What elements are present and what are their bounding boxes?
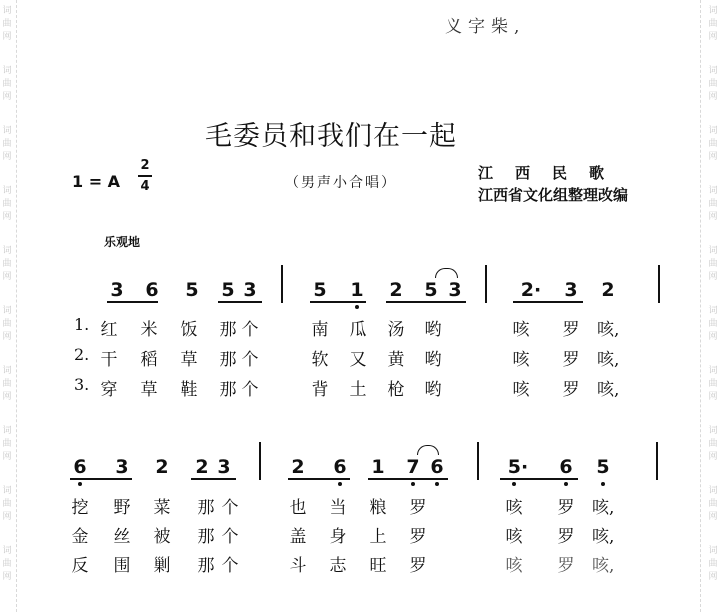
lyric-syllable: 干: [100, 350, 118, 370]
note: 3: [448, 279, 462, 301]
watermark-char: 词: [708, 426, 718, 436]
barline: [656, 442, 658, 480]
watermark-char: 曲: [708, 19, 718, 29]
lyric-syllable: 软: [311, 350, 329, 370]
lyric-syllable: 咳: [505, 498, 523, 518]
note: 1: [371, 456, 385, 478]
lyric-syllable: 罗: [557, 498, 575, 518]
watermark-char: 网: [2, 152, 12, 162]
watermark-char: 曲: [708, 379, 718, 389]
lyric-syllable: 斗: [289, 556, 307, 576]
watermark-char: 网: [2, 32, 12, 42]
lyric-syllable: 那: [219, 350, 237, 370]
watermark-char: 曲: [2, 259, 12, 269]
watermark-char: 网: [708, 32, 718, 42]
lyric-syllable: 金: [71, 527, 89, 547]
watermark-char: 曲: [2, 559, 12, 569]
watermark-char: 曲: [2, 379, 12, 389]
lyric-syllable: 那: [197, 556, 215, 576]
octave-dot: [435, 482, 439, 486]
beam-underline: [386, 301, 466, 303]
watermark-char: 词: [2, 546, 12, 556]
note: 3: [110, 279, 124, 301]
lyric-syllable: 旺: [369, 556, 387, 576]
note: 2: [601, 279, 615, 301]
lyric-syllable: 围: [113, 556, 131, 576]
lyric-syllable: 瓜: [349, 320, 367, 340]
watermark-char: 词: [2, 246, 12, 256]
lyric-syllable: 枪: [387, 380, 405, 400]
watermark-char: 词: [708, 126, 718, 136]
beam-underline: [500, 478, 578, 480]
lyric-syllable: 黄: [387, 350, 405, 370]
watermark-char: 网: [708, 92, 718, 102]
watermark-char: 词: [2, 186, 12, 196]
beam-underline: [513, 301, 583, 303]
tempo-marking: 乐观地: [104, 235, 141, 249]
note: 6: [430, 456, 444, 478]
lyric-syllable: 个: [221, 527, 239, 547]
lyric-syllable: 咳,: [592, 527, 615, 547]
note: 7: [406, 456, 420, 478]
lyric-syllable: 咳: [512, 380, 530, 400]
time-signature: [138, 158, 152, 194]
watermark-char: 网: [2, 212, 12, 222]
lyric-syllable: 红: [100, 320, 118, 340]
note: 5: [185, 279, 199, 301]
lyric-syllable: 饭: [180, 320, 198, 340]
lyric-syllable: 罗: [562, 380, 580, 400]
lyric-syllable: 个: [241, 350, 259, 370]
watermark-char: 网: [708, 452, 718, 462]
lyric-syllable: 反: [71, 556, 89, 576]
watermark-char: 网: [708, 332, 718, 342]
barline: [485, 265, 487, 303]
note: 2: [389, 279, 403, 301]
time-signature-denominator: 4: [140, 179, 150, 194]
note: 5: [313, 279, 327, 301]
lyric-syllable: 咳,: [597, 350, 620, 370]
note: 2: [195, 456, 209, 478]
lyric-syllable: 哟: [424, 320, 442, 340]
lyric-syllable: 丝: [113, 527, 131, 547]
watermark-char: 词: [708, 246, 718, 256]
lyric-syllable: 咳,: [597, 320, 620, 340]
watermark-char: 网: [2, 92, 12, 102]
credit-arranger: 江西省文化组整理改编: [478, 186, 629, 204]
barline: [477, 442, 479, 480]
time-signature-bar: [138, 175, 152, 177]
lyric-syllable: 也: [289, 498, 307, 518]
lyric-syllable: 咳,: [597, 380, 620, 400]
octave-dot: [601, 482, 605, 486]
watermark-char: 词: [2, 306, 12, 316]
lyric-syllable: 鞋: [180, 380, 198, 400]
lyric-syllable: 上: [369, 527, 387, 547]
watermark-char: 曲: [708, 559, 718, 569]
beam-underline: [107, 301, 158, 303]
watermark-strip-left: [0, 0, 14, 612]
verse-number: 2.: [74, 345, 90, 364]
watermark-char: 词: [708, 66, 718, 76]
lyric-syllable: 罗: [562, 320, 580, 340]
margin-divider-right: [700, 0, 701, 612]
watermark-char: 网: [2, 512, 12, 522]
lyric-syllable: 咳: [505, 556, 523, 576]
lyric-syllable: 草: [180, 350, 198, 370]
octave-dot: [512, 482, 516, 486]
lyric-syllable: 粮: [369, 498, 387, 518]
lyric-syllable: 哟: [424, 380, 442, 400]
lyric-syllable: 又: [349, 350, 367, 370]
note: 6: [145, 279, 159, 301]
beam-underline: [310, 301, 366, 303]
lyric-syllable: 南: [311, 320, 329, 340]
lyric-syllable: 背: [311, 380, 329, 400]
octave-dot: [411, 482, 415, 486]
lyric-syllable: 稻: [140, 350, 158, 370]
lyric-syllable: 罗: [557, 527, 575, 547]
watermark-char: 曲: [2, 199, 12, 209]
lyric-syllable: 个: [241, 380, 259, 400]
lyric-syllable: 野: [113, 498, 131, 518]
watermark-char: 网: [2, 272, 12, 282]
lyric-syllable: 咳: [505, 527, 523, 547]
credits: [478, 162, 628, 206]
note: 1: [350, 279, 364, 301]
note: 5: [424, 279, 438, 301]
performance-note: （男声小合唱）: [285, 175, 397, 191]
lyric-syllable: 个: [241, 320, 259, 340]
watermark-char: 网: [708, 212, 718, 222]
lyric-syllable: 菜: [153, 498, 171, 518]
octave-dot: [338, 482, 342, 486]
verse-number: 1.: [74, 315, 90, 334]
watermark-char: 网: [2, 572, 12, 582]
lyric-syllable: 挖: [71, 498, 89, 518]
beam-underline: [288, 478, 350, 480]
barline: [281, 265, 283, 303]
watermark-char: 曲: [708, 439, 718, 449]
lyric-syllable: 咳,: [592, 556, 615, 576]
watermark-char: 曲: [2, 499, 12, 509]
lyric-syllable: 盖: [289, 527, 307, 547]
lyric-syllable: 草: [140, 380, 158, 400]
song-title: 毛委员和我们在一起: [205, 121, 457, 152]
lyric-syllable: 剿: [153, 556, 171, 576]
watermark-char: 网: [2, 392, 12, 402]
lyric-syllable: 咳,: [592, 498, 615, 518]
lyric-syllable: 个: [221, 498, 239, 518]
watermark-char: 曲: [2, 319, 12, 329]
octave-dot: [78, 482, 82, 486]
watermark-char: 词: [2, 66, 12, 76]
lyric-syllable: 那: [219, 380, 237, 400]
watermark-strip-right: [706, 0, 720, 612]
verse-number: 3.: [74, 375, 90, 394]
lyric-syllable: 志: [329, 556, 347, 576]
lyric-syllable: 被: [153, 527, 171, 547]
lyric-syllable: 那: [219, 320, 237, 340]
watermark-char: 网: [708, 272, 718, 282]
note: 6: [559, 456, 573, 478]
note: 5: [596, 456, 610, 478]
watermark-char: 词: [708, 546, 718, 556]
lyric-syllable: 米: [140, 320, 158, 340]
lyric-syllable: 罗: [557, 556, 575, 576]
beam-underline: [70, 478, 132, 480]
lyric-syllable: 罗: [409, 556, 427, 576]
previous-page-fragment: 义字柴,: [445, 17, 526, 37]
watermark-char: 词: [708, 486, 718, 496]
note: 6: [73, 456, 87, 478]
slur-arc: [417, 445, 439, 455]
watermark-char: 曲: [708, 319, 718, 329]
watermark-char: 曲: [2, 79, 12, 89]
key-signature: 1 = A: [72, 172, 121, 191]
time-signature-numerator: 2: [140, 158, 150, 173]
lyric-syllable: 土: [349, 380, 367, 400]
barline: [658, 265, 660, 303]
lyric-syllable: 罗: [562, 350, 580, 370]
watermark-char: 词: [708, 306, 718, 316]
watermark-char: 曲: [708, 139, 718, 149]
watermark-char: 曲: [708, 259, 718, 269]
watermark-char: 曲: [708, 79, 718, 89]
watermark-char: 网: [2, 452, 12, 462]
lyric-syllable: 汤: [387, 320, 405, 340]
watermark-char: 曲: [2, 19, 12, 29]
watermark-char: 词: [2, 126, 12, 136]
watermark-char: 曲: [708, 499, 718, 509]
slur-arc: [435, 268, 458, 278]
note: 2: [155, 456, 169, 478]
lyric-syllable: 罗: [409, 498, 427, 518]
note: 3: [243, 279, 257, 301]
lyric-syllable: 哟: [424, 350, 442, 370]
lyric-syllable: 咳: [512, 350, 530, 370]
lyric-syllable: 穿: [100, 380, 118, 400]
note: 2·: [520, 279, 542, 301]
octave-dot: [564, 482, 568, 486]
beam-underline: [368, 478, 448, 480]
watermark-char: 词: [708, 366, 718, 376]
beam-underline: [191, 478, 236, 480]
octave-dot: [355, 305, 359, 309]
watermark-char: 词: [2, 6, 12, 16]
watermark-char: 词: [2, 426, 12, 436]
watermark-char: 网: [708, 152, 718, 162]
watermark-char: 曲: [708, 199, 718, 209]
watermark-char: 网: [2, 332, 12, 342]
lyric-syllable: 身: [329, 527, 347, 547]
lyric-syllable: 当: [329, 498, 347, 518]
lyric-syllable: 那: [197, 527, 215, 547]
watermark-char: 词: [708, 6, 718, 16]
watermark-char: 网: [708, 392, 718, 402]
note: 3: [115, 456, 129, 478]
margin-divider-left: [16, 0, 17, 612]
credit-region: 江西民歌: [478, 164, 627, 182]
watermark-char: 词: [2, 486, 12, 496]
note: 2: [291, 456, 305, 478]
lyric-syllable: 咳: [512, 320, 530, 340]
watermark-char: 词: [708, 186, 718, 196]
watermark-char: 网: [708, 512, 718, 522]
watermark-char: 网: [708, 572, 718, 582]
beam-underline: [218, 301, 262, 303]
watermark-char: 曲: [2, 139, 12, 149]
watermark-char: 词: [2, 366, 12, 376]
note: 5·: [507, 456, 529, 478]
barline: [259, 442, 261, 480]
lyric-syllable: 罗: [409, 527, 427, 547]
note: 3: [217, 456, 231, 478]
lyric-syllable: 个: [221, 556, 239, 576]
note: 3: [564, 279, 578, 301]
lyric-syllable: 那: [197, 498, 215, 518]
note: 6: [333, 456, 347, 478]
watermark-char: 曲: [2, 439, 12, 449]
note: 5: [221, 279, 235, 301]
